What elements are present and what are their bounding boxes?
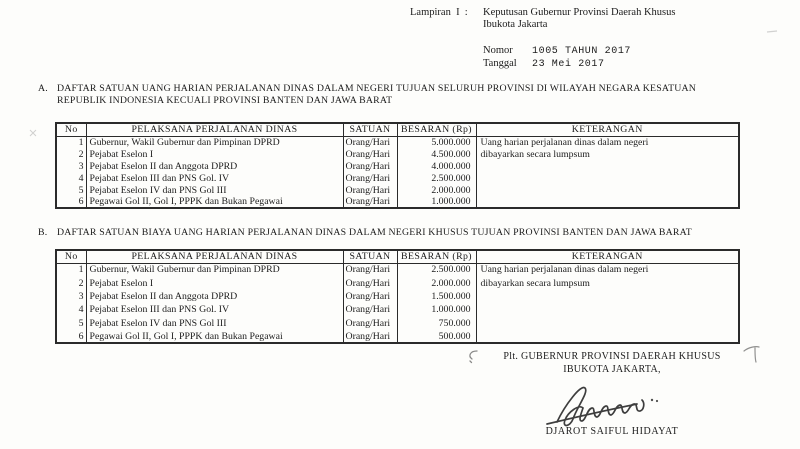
table-daily-allowance-banten-jabar <box>55 249 740 344</box>
cell-besaran: 5.000.000 <box>397 136 476 148</box>
cell-satuan: Orang/Hari <box>343 276 397 289</box>
cell-keterangan <box>476 317 739 330</box>
table-row <box>56 148 739 160</box>
table-row <box>56 290 739 303</box>
col-header-pelaksana: PELAKSANA PERJALANAN DINAS <box>86 123 343 136</box>
table-header-row <box>56 250 739 263</box>
signatory-title-line1: Plt. GUBERNUR PROVINSI DAERAH KHUSUS <box>503 351 721 362</box>
cell-no: 3 <box>56 290 86 303</box>
cell-satuan: Orang/Hari <box>343 317 397 330</box>
cell-satuan: Orang/Hari <box>343 160 397 172</box>
cell-satuan: Orang/Hari <box>343 196 397 208</box>
cell-pelaksana: Pejabat Eselon III dan PNS Gol. IV <box>86 303 343 316</box>
cell-no: 5 <box>56 184 86 196</box>
cell-besaran: 500.000 <box>397 330 476 343</box>
section-a-title-line1: DAFTAR SATUAN UANG HARIAN PERJALANAN DINAS DALAM NEGERI TUJUAN SELURUH PROVINSI DI WILAYAH NEGARA KESATUAN <box>57 83 697 94</box>
cell-satuan: Orang/Hari <box>343 290 397 303</box>
cell-no: 1 <box>56 136 86 148</box>
cell-keterangan: dibayarkan secara lumpsum <box>476 148 739 160</box>
cell-no: 2 <box>56 276 86 289</box>
cell-satuan: Orang/Hari <box>343 263 397 276</box>
cell-keterangan: Uang harian perjalanan dinas dalam negeri <box>476 136 739 148</box>
cell-besaran: 1.500.000 <box>397 290 476 303</box>
cell-keterangan <box>476 172 739 184</box>
cell-keterangan <box>476 290 739 303</box>
col-header-keterangan: KETERANGAN <box>476 123 739 136</box>
table-row <box>56 172 739 184</box>
tanggal-label: Tanggal <box>483 58 517 69</box>
cell-besaran: 2.000.000 <box>397 184 476 196</box>
table-row <box>56 196 739 208</box>
cell-pelaksana: Pejabat Eselon I <box>86 276 343 289</box>
cell-pelaksana: Gubernur, Wakil Gubernur dan Pimpinan DPRD <box>86 136 343 148</box>
cell-keterangan: dibayarkan secara lumpsum <box>476 276 739 289</box>
cell-pelaksana: Pejabat Eselon II dan Anggota DPRD <box>86 160 343 172</box>
cell-keterangan <box>476 303 739 316</box>
nomor-row <box>483 45 631 57</box>
lampiran-title-line1: Keputusan Gubernur Provinsi Daerah Khusus <box>483 7 676 18</box>
cell-satuan: Orang/Hari <box>343 330 397 343</box>
cell-keterangan <box>476 160 739 172</box>
table-row <box>56 136 739 148</box>
cell-pelaksana: Pejabat Eselon IV dan PNS Gol III <box>86 317 343 330</box>
cell-keterangan: Uang harian perjalanan dinas dalam negeri <box>476 263 739 276</box>
table-row <box>56 330 739 343</box>
cell-no: 4 <box>56 303 86 316</box>
lampiran-label: Lampiran I : <box>410 7 468 18</box>
cell-keterangan <box>476 196 739 208</box>
table-row <box>56 160 739 172</box>
cell-pelaksana: Pejabat Eselon III dan PNS Gol. IV <box>86 172 343 184</box>
table-header-row <box>56 123 739 136</box>
table-row <box>56 317 739 330</box>
col-header-keterangan: KETERANGAN <box>476 250 739 263</box>
section-a-letter: A. <box>38 83 48 94</box>
cell-no: 2 <box>56 148 86 160</box>
section-a-title-line2: REPUBLIK INDONESIA KECUALI PROVINSI BANTEN DAN JAWA BARAT <box>57 95 393 106</box>
cell-no: 1 <box>56 263 86 276</box>
col-header-no: No <box>56 250 86 263</box>
cell-satuan: Orang/Hari <box>343 303 397 316</box>
cell-satuan: Orang/Hari <box>343 172 397 184</box>
section-b-title-line1: DAFTAR SATUAN BIAYA UANG HARIAN PERJALANAN DINAS DALAM NEGERI KHUSUS TUJUAN PROVINSI BANTEN DAN JAWA BARAT <box>57 227 692 238</box>
nomor-label: Nomor <box>483 45 513 56</box>
cell-pelaksana: Pegawai Gol II, Gol I, PPPK dan Bukan Pegawai <box>86 196 343 208</box>
cell-besaran: 1.000.000 <box>397 196 476 208</box>
signatory-title-line2: IBUKOTA JAKARTA, <box>563 364 661 375</box>
table-row <box>56 276 739 289</box>
cell-besaran: 2.000.000 <box>397 276 476 289</box>
cell-besaran: 2.500.000 <box>397 263 476 276</box>
cell-besaran: 4.000.000 <box>397 160 476 172</box>
col-header-besaran: BESARAN (Rp) <box>397 250 476 263</box>
cell-besaran: 1.000.000 <box>397 303 476 316</box>
cell-besaran: 4.500.000 <box>397 148 476 160</box>
scan-artifact-curl <box>466 348 482 364</box>
signature-scribble <box>537 381 669 427</box>
lampiran-title-line2: Ibukota Jakarta <box>483 19 548 30</box>
lampiran-header <box>410 6 782 19</box>
cell-pelaksana: Pejabat Eselon I <box>86 148 343 160</box>
cell-no: 4 <box>56 172 86 184</box>
cell-no: 6 <box>56 196 86 208</box>
table-row <box>56 184 739 196</box>
cell-satuan: Orang/Hari <box>343 184 397 196</box>
cell-no: 5 <box>56 317 86 330</box>
scan-artifact-tick <box>742 343 762 365</box>
table-row <box>56 263 739 276</box>
col-header-pelaksana: PELAKSANA PERJALANAN DINAS <box>86 250 343 263</box>
nomor-value: 1005 TAHUN 2017 <box>532 46 632 57</box>
scan-artifact-dash <box>766 28 780 36</box>
scan-artifact-speck <box>28 127 40 139</box>
cell-no: 6 <box>56 330 86 343</box>
cell-pelaksana: Gubernur, Wakil Gubernur dan Pimpinan DPRD <box>86 263 343 276</box>
tanggal-value: 23 Mei 2017 <box>532 59 605 70</box>
cell-keterangan <box>476 184 739 196</box>
cell-besaran: 750.000 <box>397 317 476 330</box>
cell-pelaksana: Pejabat Eselon II dan Anggota DPRD <box>86 290 343 303</box>
cell-no: 3 <box>56 160 86 172</box>
col-header-besaran: BESARAN (Rp) <box>397 123 476 136</box>
table-row <box>56 303 739 316</box>
signatory-name: DJAROT SAIFUL HIDAYAT <box>545 426 679 437</box>
tanggal-row <box>483 58 605 70</box>
col-header-no: No <box>56 123 86 136</box>
cell-pelaksana: Pegawai Gol II, Gol I, PPPK dan Bukan Pegawai <box>86 330 343 343</box>
cell-satuan: Orang/Hari <box>343 148 397 160</box>
cell-keterangan <box>476 330 739 343</box>
section-b-letter: B. <box>38 227 48 238</box>
col-header-satuan: SATUAN <box>343 123 397 136</box>
col-header-satuan: SATUAN <box>343 250 397 263</box>
cell-satuan: Orang/Hari <box>343 136 397 148</box>
cell-besaran: 2.500.000 <box>397 172 476 184</box>
cell-pelaksana: Pejabat Eselon IV dan PNS Gol III <box>86 184 343 196</box>
table-daily-allowance-all-provinces <box>55 122 740 209</box>
